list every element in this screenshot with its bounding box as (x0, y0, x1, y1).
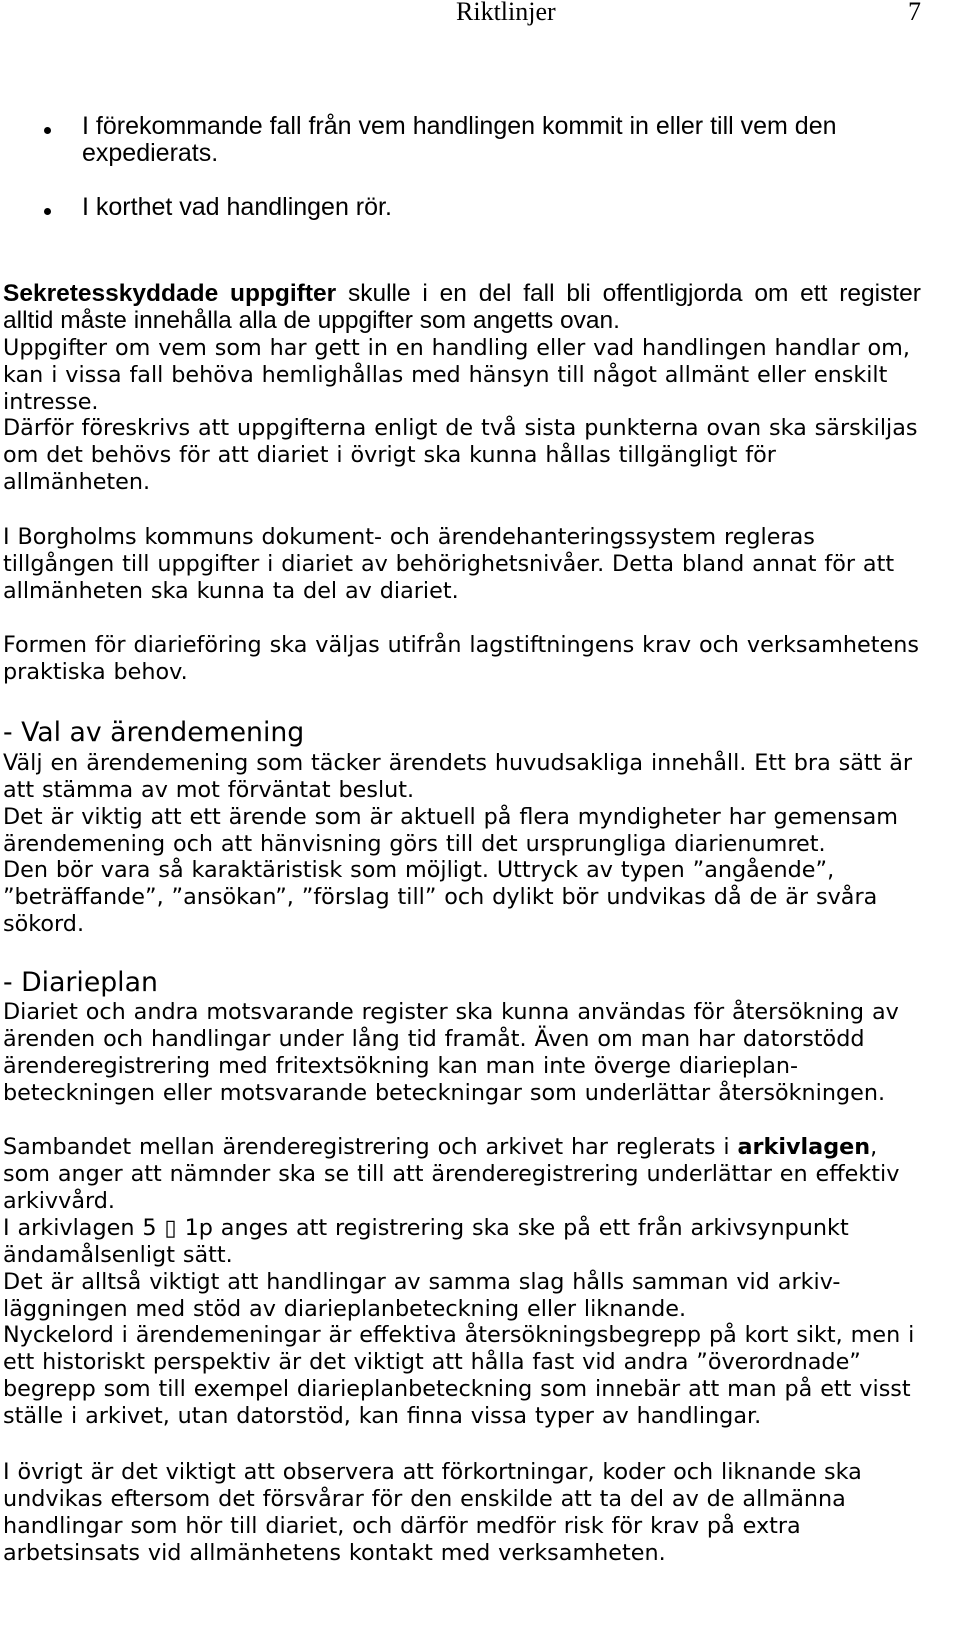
paragraph (3, 1269, 840, 1323)
text-line: I övrigt är det viktigt att observera att förkortningar, koder och liknande ska (3, 1459, 862, 1485)
paragraph (3, 415, 918, 496)
text-line: ärenderegistrering med fritextsökning kan man inte överge diarieplan- (3, 1053, 799, 1080)
paragraph (3, 1215, 849, 1269)
text-line: arkivvård. (3, 1188, 116, 1215)
text-segment: Sambandet mellan ärenderegistrering och arkivet har reglerats i (3, 1134, 738, 1160)
text-line: undvikas eftersom det försvårar för den enskilde att ta del av de allmänna (3, 1486, 846, 1513)
text-line: Det är viktig att ett ärende som är aktuell på flera myndigheter har gemensam (3, 804, 899, 830)
text-line: beteckningen eller motsvarande beteckningar som underlättar återsökningen. (3, 1080, 886, 1107)
text-line: Uppgifter om vem som har gett in en handling eller vad handlingen handlar om, (3, 335, 910, 361)
bullet-text (82, 113, 900, 167)
text-line: arbetsinsats vid allmänhetens kontakt med verksamheten. (3, 1540, 666, 1567)
text-line: läggningen med stöd av diarieplanbeteckning eller liknande. (3, 1296, 687, 1323)
text-line: allmänheten. (3, 469, 151, 496)
text-line: expedierats. (82, 139, 219, 167)
text-line: Den bör vara så karaktäristisk som möjligt. Uttryck av typen ”angående”, (3, 857, 835, 883)
paragraph (3, 1134, 899, 1215)
section-heading-diarieplan: - Diarieplan (3, 967, 158, 998)
text-line: Därför föreskrivs att uppgifterna enligt de två sista punkterna ovan ska särskiljas (3, 415, 918, 441)
text-line: om det behövs för att diariet i övrigt ska kunna hållas tillgängligt för (3, 442, 776, 469)
text-line: tillgången till uppgifter i diariet av behörighetsnivåer. Detta bland annat för att (3, 551, 895, 578)
text-line: som anger att nämnder ska se till att ärenderegistrering underlättar en effektiv (3, 1161, 900, 1188)
bullet-item (0, 113, 900, 167)
text-segment: , (870, 1134, 878, 1160)
paragraph (3, 1322, 914, 1430)
text-line: Det är alltså viktigt att handlingar av samma slag hålls samman vid arkiv- (3, 1269, 841, 1295)
text-line: sökord. (3, 911, 85, 938)
paragraph (3, 524, 894, 605)
section-heading-arendemening: - Val av ärendemening (3, 717, 305, 748)
text-line: kan i vissa fall behöva hemlighållas med hänsyn till något allmänt eller enskilt (3, 362, 888, 389)
bullet-icon (44, 127, 51, 134)
bold-term: Sekretesskyddade uppgifter (3, 280, 337, 307)
running-title: Riktlinjer (456, 0, 556, 26)
text-line: I korthet vad handlingen rör. (82, 193, 392, 221)
paragraph-closing (3, 1459, 862, 1567)
text-line: Diariet och andra motsvarande register ska kunna användas för återsökning av (3, 999, 899, 1025)
text-line: ärenden och handlingar under lång tid framåt. Även om man har datorstödd (3, 1026, 865, 1053)
text-line: I arkivlagen 5 ▯ 1p anges att registrering ska ske på ett från arkivsynpunkt (3, 1215, 849, 1241)
bullet-icon (44, 208, 51, 215)
text-segment: skulle i en del fall bli offentligjorda om ett register (336, 280, 921, 307)
paragraph (3, 335, 910, 416)
text-line: I förekommande fall från vem handlingen kommit in eller till vem den (82, 112, 837, 140)
text-line: ställe i arkivet, utan datorstöd, kan finna vissa typer av handlingar. (3, 1403, 762, 1430)
text-line (3, 1134, 899, 1161)
text-line: ändamålsenligt sätt. (3, 1242, 233, 1269)
paragraph (3, 750, 912, 804)
text-line: ett historiskt perspektiv är det viktigt att hålla fast vid andra ”överordnade” (3, 1349, 861, 1376)
bold-term: arkivlagen (737, 1134, 871, 1160)
text-line: ”beträffande”, ”ansökan”, ”förslag till” och dylikt bör undvikas då de är svåra (3, 884, 878, 911)
bullet-item (0, 194, 900, 221)
text-line: praktiska behov. (3, 659, 188, 686)
text-line: att stämma av mot förväntat beslut. (3, 777, 415, 804)
paragraph (3, 632, 919, 686)
text-line: Nyckelord i ärendemeningar är effektiva återsökningsbegrepp på kort sikt, men i (3, 1322, 915, 1348)
paragraph-sekretess (3, 280, 921, 334)
page-number: 7 (908, 0, 921, 26)
text-line (3, 280, 921, 307)
text-line: begrepp som till exempel diarieplanbeteckning som innebär att man på ett visst (3, 1376, 911, 1403)
text-line: ärendemening och att hänvisning görs till det ursprungliga diarienumret. (3, 831, 826, 858)
text-line: allmänheten ska kunna ta del av diariet. (3, 578, 459, 605)
bullet-text (82, 194, 900, 221)
text-line: Formen för diarieföring ska väljas utifrån lagstiftningens krav och verksamhetens (3, 632, 919, 658)
text-line: Välj en ärendemening som täcker ärendets huvudsakliga innehåll. Ett bra sätt är (3, 750, 913, 776)
text-line: handlingar som hör till diariet, och därför medför risk för krav på extra (3, 1513, 801, 1540)
paragraph (3, 804, 898, 858)
text-line: intresse. (3, 389, 99, 416)
text-line: alltid måste innehålla alla de uppgifter som angetts ovan. (3, 307, 620, 334)
paragraph (3, 857, 877, 938)
paragraph (3, 999, 899, 1107)
text-line: I Borgholms kommuns dokument- och ärendehanteringssystem regleras (3, 524, 815, 550)
